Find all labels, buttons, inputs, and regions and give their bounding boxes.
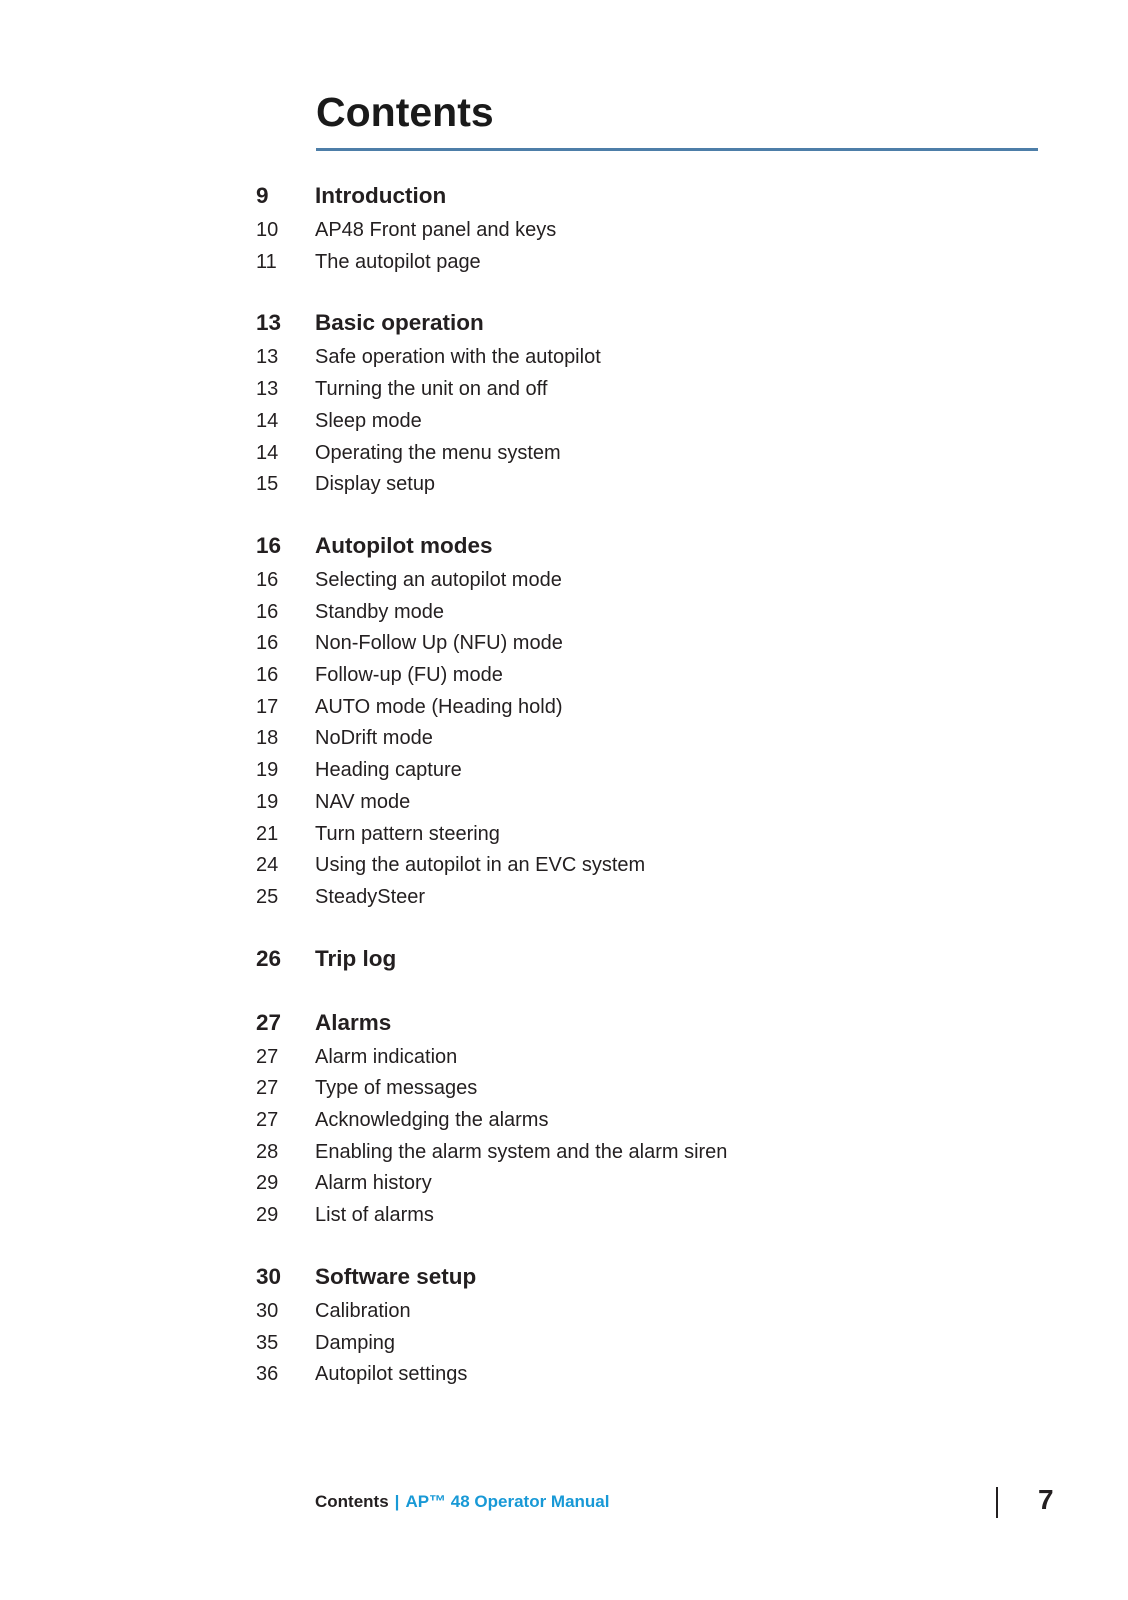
page-title: Contents [316, 89, 494, 135]
toc-page-number: 29 [256, 1172, 279, 1195]
toc-entry [256, 1073, 1056, 1105]
toc-label: List of alarms [315, 1204, 434, 1227]
toc-label: Selecting an autopilot mode [315, 568, 562, 591]
toc-label: SteadySteer [315, 885, 426, 908]
toc-page-number: 19 [256, 759, 279, 782]
footer-divider-rule [996, 1487, 998, 1518]
toc-page-number: 21 [256, 822, 279, 845]
toc-entry [256, 469, 1056, 501]
toc-entry [256, 565, 1056, 597]
toc-entry [256, 660, 1056, 692]
toc-label: Damping [315, 1331, 396, 1354]
toc-page-number: 9 [256, 183, 269, 208]
toc-label: Alarm indication [315, 1045, 458, 1068]
toc-page-number: 35 [256, 1331, 279, 1354]
toc-page-number: 16 [256, 568, 279, 591]
toc-label: NoDrift mode [315, 727, 433, 750]
toc-entry [256, 342, 1056, 374]
toc-entry [256, 438, 1056, 470]
toc-page-number: 27 [256, 1009, 282, 1035]
toc-page-number: 28 [256, 1140, 279, 1163]
toc-label: AUTO mode (Heading hold) [315, 695, 563, 718]
toc-page-number: 17 [256, 695, 279, 718]
toc-label: Autopilot modes [315, 532, 493, 558]
toc-entry [256, 628, 1056, 660]
toc-page-number: 27 [256, 1045, 279, 1068]
toc-label: Using the autopilot in an EVC system [315, 854, 646, 877]
toc-entry [256, 1328, 1056, 1360]
toc-page-number: 27 [256, 1109, 279, 1132]
toc-section-header [256, 1004, 1056, 1042]
toc-entry [256, 247, 1056, 279]
toc-label: Non-Follow Up (NFU) mode [315, 632, 563, 655]
toc-label: Standby mode [315, 600, 444, 623]
toc-page-number: 14 [256, 441, 279, 464]
toc-section-header [256, 177, 1056, 215]
toc-entry [256, 597, 1056, 629]
toc-label: Basic operation [315, 310, 484, 336]
toc-entry [256, 1296, 1056, 1328]
toc-entry [256, 850, 1056, 882]
toc-page-number: 16 [256, 532, 282, 558]
footer-page-number: 7 [1038, 1484, 1054, 1515]
toc-page-number: 13 [256, 310, 282, 336]
toc-label: Operating the menu system [315, 441, 561, 464]
toc-section-header [256, 1258, 1056, 1296]
toc-entry [256, 1137, 1056, 1169]
toc-page-number: 15 [256, 473, 279, 496]
toc-label: Enabling the alarm system and the alarm siren [315, 1140, 728, 1163]
toc-section-header [256, 304, 1056, 342]
footer [315, 1492, 610, 1512]
toc-entry [256, 882, 1056, 914]
toc-label: Sleep mode [315, 409, 422, 432]
toc-page-number: 16 [256, 600, 279, 623]
toc-label: Turning the unit on and off [315, 378, 548, 401]
toc-entry [256, 787, 1056, 819]
toc-page-number: 13 [256, 346, 279, 369]
toc-entry [256, 1200, 1056, 1232]
footer-manual-title: AP™ 48 Operator Manual [405, 1492, 610, 1511]
toc-label: The autopilot page [315, 250, 481, 273]
toc-label: Safe operation with the autopilot [315, 346, 601, 369]
toc-page-number: 25 [256, 885, 279, 908]
toc-label: Trip log [315, 945, 397, 971]
toc-label: Alarms [315, 1009, 392, 1035]
toc-entry [256, 406, 1056, 438]
toc-page-number: 10 [256, 219, 279, 241]
toc-page-number: 14 [256, 409, 279, 432]
toc-label: Turn pattern steering [315, 822, 500, 845]
toc-page-number: 18 [256, 727, 279, 750]
toc-entry [256, 1359, 1056, 1391]
toc-entry [256, 755, 1056, 787]
toc-page-number: 30 [256, 1299, 279, 1322]
toc-entry [256, 723, 1056, 755]
toc-label: Autopilot settings [315, 1363, 468, 1386]
toc-entry [256, 1168, 1056, 1200]
toc-page-number: 24 [256, 854, 279, 877]
toc-entry [256, 1042, 1056, 1074]
toc-entry [256, 374, 1056, 406]
toc-page-number: 29 [256, 1204, 279, 1227]
toc-label: Software setup [315, 1263, 477, 1289]
toc-page-number: 26 [256, 945, 282, 971]
toc-label: AP48 Front panel and keys [315, 219, 557, 241]
toc-entry [256, 1105, 1056, 1137]
toc-label: NAV mode [315, 790, 411, 813]
toc-page-number: 27 [256, 1077, 279, 1100]
table-of-contents [256, 177, 1056, 1391]
toc-page-number: 16 [256, 664, 279, 687]
toc-entry [256, 692, 1056, 724]
toc-label: Display setup [315, 473, 436, 496]
toc-label: Calibration [315, 1299, 411, 1322]
toc-page-number: 11 [256, 250, 277, 273]
toc-label: Type of messages [315, 1077, 478, 1100]
toc-entry [256, 215, 1056, 247]
toc-entry [256, 819, 1056, 851]
toc-section-header [256, 940, 1056, 978]
footer-section-label: Contents [315, 1492, 389, 1511]
toc-content [256, 88, 1056, 1391]
toc-page-number: 13 [256, 378, 279, 401]
footer-separator: | [394, 1492, 400, 1511]
toc-label: Alarm history [315, 1172, 432, 1195]
toc-page-number: 19 [256, 790, 279, 813]
toc-page-number: 16 [256, 632, 279, 655]
toc-page-number: 36 [256, 1363, 279, 1386]
title-underline-rule [316, 148, 1038, 151]
toc-section-header [256, 527, 1056, 565]
toc-label: Acknowledging the alarms [315, 1109, 549, 1132]
toc-label: Introduction [315, 183, 447, 208]
toc-page-number: 30 [256, 1263, 282, 1289]
toc-label: Heading capture [315, 759, 462, 782]
toc-label: Follow-up (FU) mode [315, 664, 503, 687]
